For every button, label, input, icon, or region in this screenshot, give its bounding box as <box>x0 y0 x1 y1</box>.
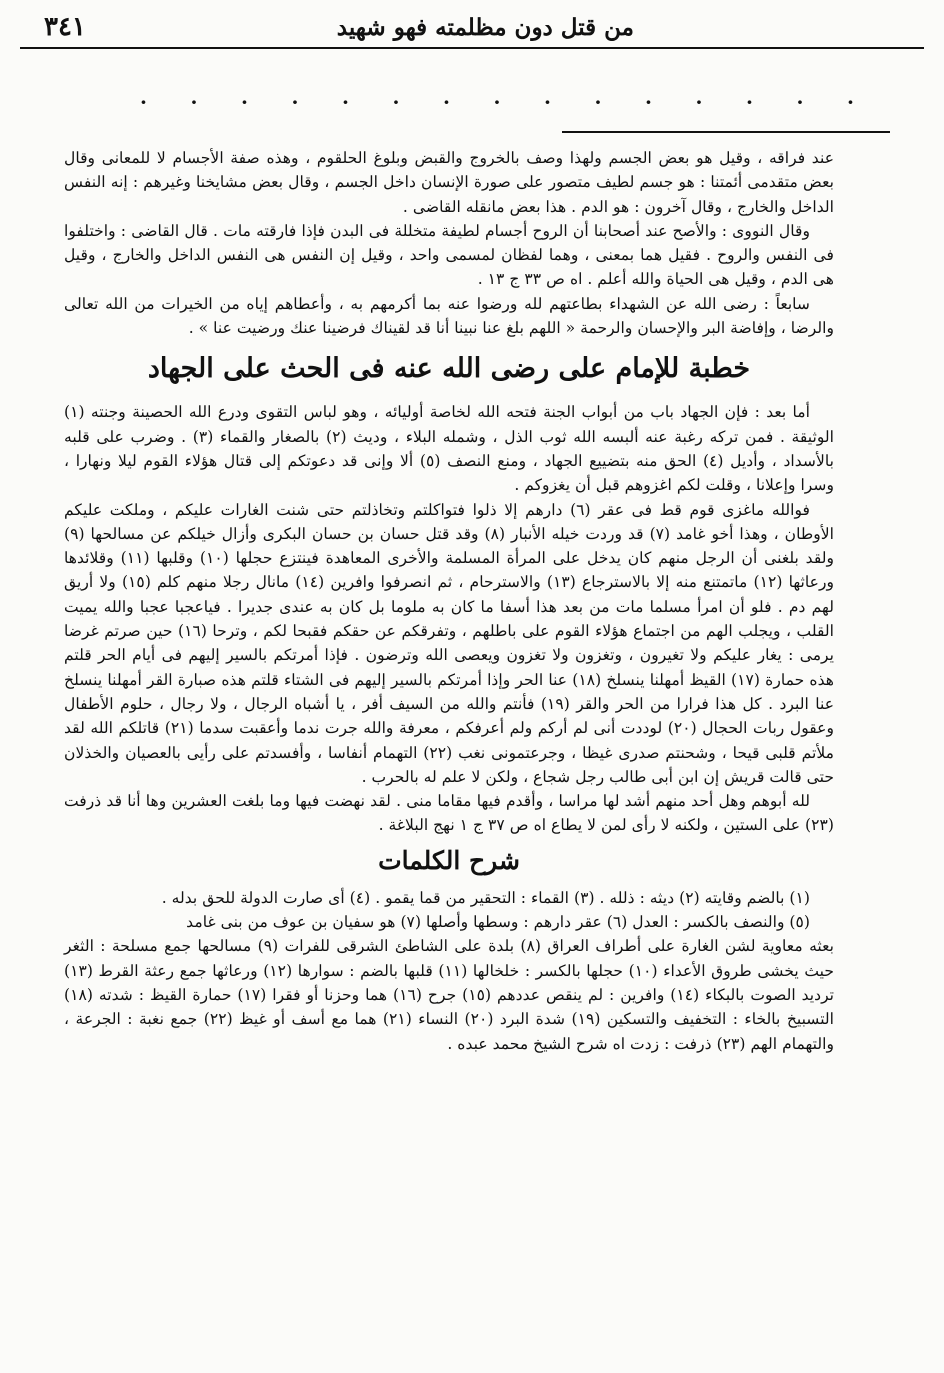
glossary-line-2: (٥) والنصف بالكسر : العدل (٦) عقر دارهم : وسطها وأصلها (٧) هو سفيان بن عوف من بنى غامد <box>186 913 810 932</box>
header-rule <box>20 47 924 49</box>
glossary-line-3: بعثه معاوية لشن الغارة على أطراف العراق (٨) بلدة على الشاطئ الشرقى للفرات (٩) مسالحها جمع مسلحة : الثغر حيث يخشى طروق الأعداء (١٠) حجلها بالكسر : خلخالها (١١) قلبها بالضم : سوارها (١٢) ورعاثها جمع رعثة القرط (١٣) ترديد الصوت بالبكاء (١٤) وافرين : لم ينقص عددهم (١٥) جرح (١٦) هما وحزنا أو فقرا (١٧) حمارة القيظ : شدته (١٨) التسبيخ بالخاء : التخفيف والتسكين (١٩) شدة البرد (٢٠) النساء (٢١) هما مع أسف أو غيظ (٢٢) جمع نغبة : الجرعة ، والتهمام الهم (٢٣) ذرفت : زدت اه شرح الشيخ محمد عبده . <box>64 937 835 1053</box>
footnote-rule <box>562 131 890 133</box>
dot: · <box>594 90 602 114</box>
dot: · <box>241 90 248 114</box>
dot: · <box>291 90 299 114</box>
sermon-paragraph-2: فوالله ماغزى قوم قط فى عقر (٦) دارهم إلا ذلوا فتواكلتم وتخاذلتم حتى شنت الغارات عليكم ، وملكت عليكم الأوطان ، وهذا أخو غامد (٧) قد وردت خيله الأنبار (٨) وقد قتل حسان بن حسان البكرى وأزال خيلكم عن مسالحها (٩) ولقد بلغنى أن الرجل منهم كان يدخل على المرأة المسلمة والأخرى المعاهدة فينتزع حجلها (١٠) وقلبها (١١) وقلائدها ورعاثها (١٢) ماتمتنع منه إلا بالاسترجاع (١٣) والاسترحام ، ثم انصرفوا وافرين (١٤) مانال رجلا منهم كلم (١٥) ولا أريق لهم دم . فلو أن امرأ مسلما مات من بعد هذا أسفا ما كان به ملوما بل كان به عندى جديرا . فياعجبا عجبا والله يميت القلب ، ويجلب الهم من اجتماع هؤلاء القوم على باطلهم ، وتفرقكم عن حقكم فقبحا لكم ، وترحا (١٦) حين صرتم غرضا يرمى : يغار عليكم ولا تغيرون ، وتغزون ولا تغزون ويعصى الله وترضون . فإذا أمرتكم بالسير إليهم فى أيام الحر قلتم هذه حمارة (١٧) القيظ أمهلنا ينسلخ (١٨) عنا الحر وإذا أمرتكم بالسير إليهم فى الشتاء قلتم هذه صبارة القر أمهلنا ينسلخ عنا البرد . كل هذا فرارا من الحر والقر (١٩) فأنتم والله من السيف أفر ، يا أشباه الرجال ، ولا رجال ، حلوم الأطفال وعقول ربات الحجال (٢٠) لوددت أنى لم أركم ولم أعرفكم ، معرفة والله جرت ندما وأعقبت سدما (٢١) قاتلكم الله لقد ملأتم قلبى قيحا ، وشحنتم صدرى غيظا ، وجرعتمونى نغب (٢٢) التهمام أنفاسا ، وأفسدتم على رأيى بالعصيان والخذلان حتى قالت قريش إن ابن أبى طالب رجل شجاع ، ولكن لا علم له بالحرب . <box>64 500 835 786</box>
running-header <box>20 10 924 46</box>
dot: · <box>493 90 501 114</box>
sermon-heading: خطبة للإمام على رضى الله عنه فى الحث على الجهاد <box>147 353 751 385</box>
intro-paragraph-1: عند فراقه ، وقيل هو بعض الجسم ولهذا وصف بالخروج والقبض وبلوغ الحلقوم ، وهذه صفة الأجسام لا للمعانى وقال بعض متقدمى أئمتنا : هو جسم لطيف متصور على صورة الإنسان داخل الجسم ، وقال بعض مشايخنا وغيرهم : إنه النفس الداخل والخارج ، وقال آخرون : هو الدم . هذا بعض مانقله القاضى . <box>64 149 834 216</box>
intro-paragraph-2: وقال النووى : والأصح عند أصحابنا أن الروح أجسام لطيفة متخللة فى البدن فإذا فارقته مات . قال القاضى : واختلفوا فى النفس والروح . فقيل هما بمعنى ، وهما لفظان لمسمى واحد ، وقيل إن النفس هى النفس الداخل والخارج ، وقيل هى الدم ، وقيل هى الحياة والله أعلم . اه ص ٣٣ ج ١٣ . <box>64 221 834 289</box>
dot: · <box>796 90 804 114</box>
glossary-heading: شرح الكلمات <box>378 845 520 875</box>
page-body <box>64 146 834 1056</box>
sermon-paragraph-1: أما بعد : فإن الجهاد باب من أبواب الجنة فتحه الله لخاصة أوليائه ، وهو لباس التقوى ودرع الله الحصينة وجنته (١) الوثيقة . فمن تركه رغبة عنه ألبسه الله ثوب الذل ، وشمله البلاء ، وديث (٢) بالصغار والقماء (٣) . وضرب على قلبه بالأسداد ، وأديل (٤) الحق منه بتضييع الجهاد ، ومنع النصف (٥) ألا وإنى قد دعوتكم إلى قتال هؤلاء القوم ليلا ونهارا ، وسرا وإعلانا ، وقلت لكم اغزوهم قبل أن يغزوكم . <box>64 403 834 495</box>
dot: · <box>544 90 551 114</box>
dot: · <box>392 90 400 114</box>
dot: · <box>695 90 703 114</box>
dot: · <box>140 90 147 114</box>
glossary-line-1: (١) بالضم وقايته (٢) ديثه : ذلله . (٣) القماء : التحقير من قما يقمو . (٤) أى صارت الدولة للحق بدله . <box>161 888 810 907</box>
chapter-title: من قتل دون مظلمته فهو شهيد <box>336 14 634 41</box>
page-number: ٣٤١ <box>44 12 86 42</box>
sermon-paragraph-3: لله أبوهم وهل أحد منهم أشد لها مراسا ، وأقدم فيها مقاما منى . لقد نهضت فيها وما بلغت العشرين وها أنا قد ذرفت (٢٣) على الستين ، ولكنه لا رأى لمن لا يطاع اه ص ٣٧ ج ١ نهج البلاغة . <box>64 792 834 835</box>
dot: · <box>443 90 450 114</box>
dotted-separator <box>140 90 854 114</box>
intro-paragraph-3: سابعاً : رضى الله عن الشهداء بطاعتهم لله ورضوا عنه بما أكرمهم به ، وأعطاهم إياه من الخيرات من الله تعالى والرضا ، وإفاضة البر والإحسان والرحمة « اللهم بلغ عنا نبينا أنا قد لقيناك فرضينا عنك ورضيت عنا » . <box>64 294 834 338</box>
dot: · <box>746 90 753 114</box>
dot: · <box>342 90 349 114</box>
dot: · <box>190 90 198 114</box>
dot: · <box>645 90 652 114</box>
dot: · <box>847 90 854 114</box>
